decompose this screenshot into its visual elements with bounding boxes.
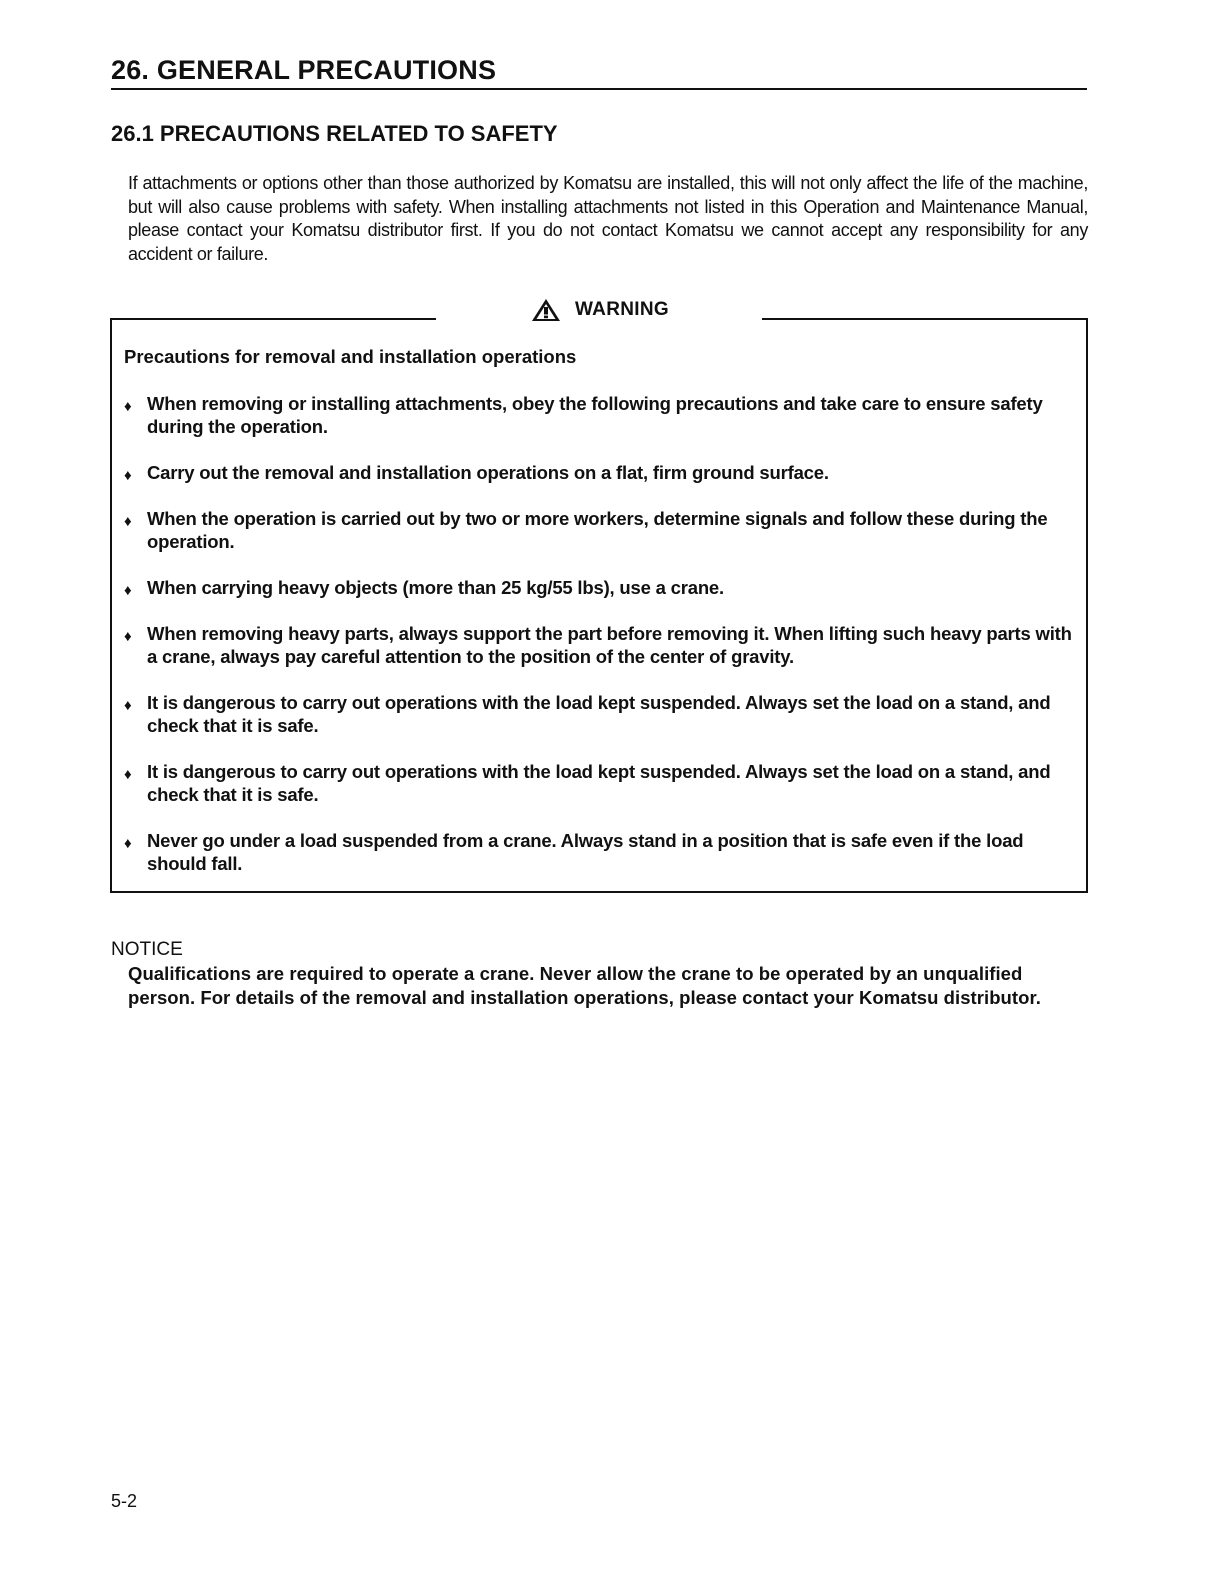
warning-item-text: It is dangerous to carry out operations with the load kept suspended. Always set the load on a stand, and check that it is safe. — [147, 692, 1051, 736]
diamond-bullet-icon: ♦ — [124, 697, 132, 714]
warning-list-item — [124, 622, 1076, 668]
notice-text: Qualifications are required to operate a crane. Never allow the crane to be operated by an unqualified person. For details of the removal and installation operations, please contact your Komatsu distributor. — [128, 963, 1041, 1008]
warning-list-item — [124, 691, 1076, 737]
warning-list — [124, 392, 1076, 898]
subsection-title: 26.1 PRECAUTIONS RELATED TO SAFETY — [111, 121, 558, 146]
warning-subtitle: Precautions for removal and installation operations — [124, 346, 577, 367]
warning-item-text: Carry out the removal and installation operations on a flat, firm ground surface. — [147, 462, 829, 483]
diamond-bullet-icon: ♦ — [124, 835, 132, 852]
warning-list-item — [124, 760, 1076, 806]
diamond-bullet-icon: ♦ — [124, 628, 132, 645]
warning-box — [110, 318, 1088, 893]
warning-list-item — [124, 461, 1076, 484]
diamond-bullet-icon: ♦ — [124, 766, 132, 783]
warning-item-text: Never go under a load suspended from a crane. Always stand in a position that is safe even if the load should fall. — [147, 830, 1024, 874]
notice-title: NOTICE — [111, 939, 183, 960]
diamond-bullet-icon: ♦ — [124, 582, 132, 599]
diamond-bullet-icon: ♦ — [124, 398, 132, 415]
warning-item-text: When the operation is carried out by two or more workers, determine signals and follow these during the operation. — [147, 508, 1048, 552]
warning-list-item — [124, 829, 1076, 875]
warning-item-text: It is dangerous to carry out operations with the load kept suspended. Always set the load on a stand, and check that it is safe. — [147, 761, 1051, 805]
intro-paragraph: If attachments or options other than those authorized by Komatsu are installed, this will not only affect the life of the machine, but will also cause problems with safety. When installing attachments not listed in this Operation and Maintenance Manual, please contact your Komatsu distributor first. If you do not contact Komatsu we cannot accept any responsibility for any accident or failure. — [128, 173, 1088, 264]
diamond-bullet-icon: ♦ — [124, 467, 132, 484]
warning-list-item — [124, 507, 1076, 553]
page-number: 5-2 — [111, 1491, 138, 1511]
section-title: 26. GENERAL PRECAUTIONS — [111, 54, 1087, 90]
warning-list-item — [124, 392, 1076, 438]
warning-list-item — [124, 576, 1076, 599]
warning-label: WARNING — [575, 299, 669, 320]
warning-item-text: When carrying heavy objects (more than 25 kg/55 lbs), use a crane. — [147, 577, 724, 598]
diamond-bullet-icon: ♦ — [124, 513, 132, 530]
warning-item-text: When removing or installing attachments, obey the following precautions and take care to ensure safety during the operation. — [147, 393, 1043, 437]
warning-item-text: When removing heavy parts, always support the part before removing it. When lifting such heavy parts with a crane, always pay careful attention to the position of the center of gravity. — [147, 623, 1072, 667]
